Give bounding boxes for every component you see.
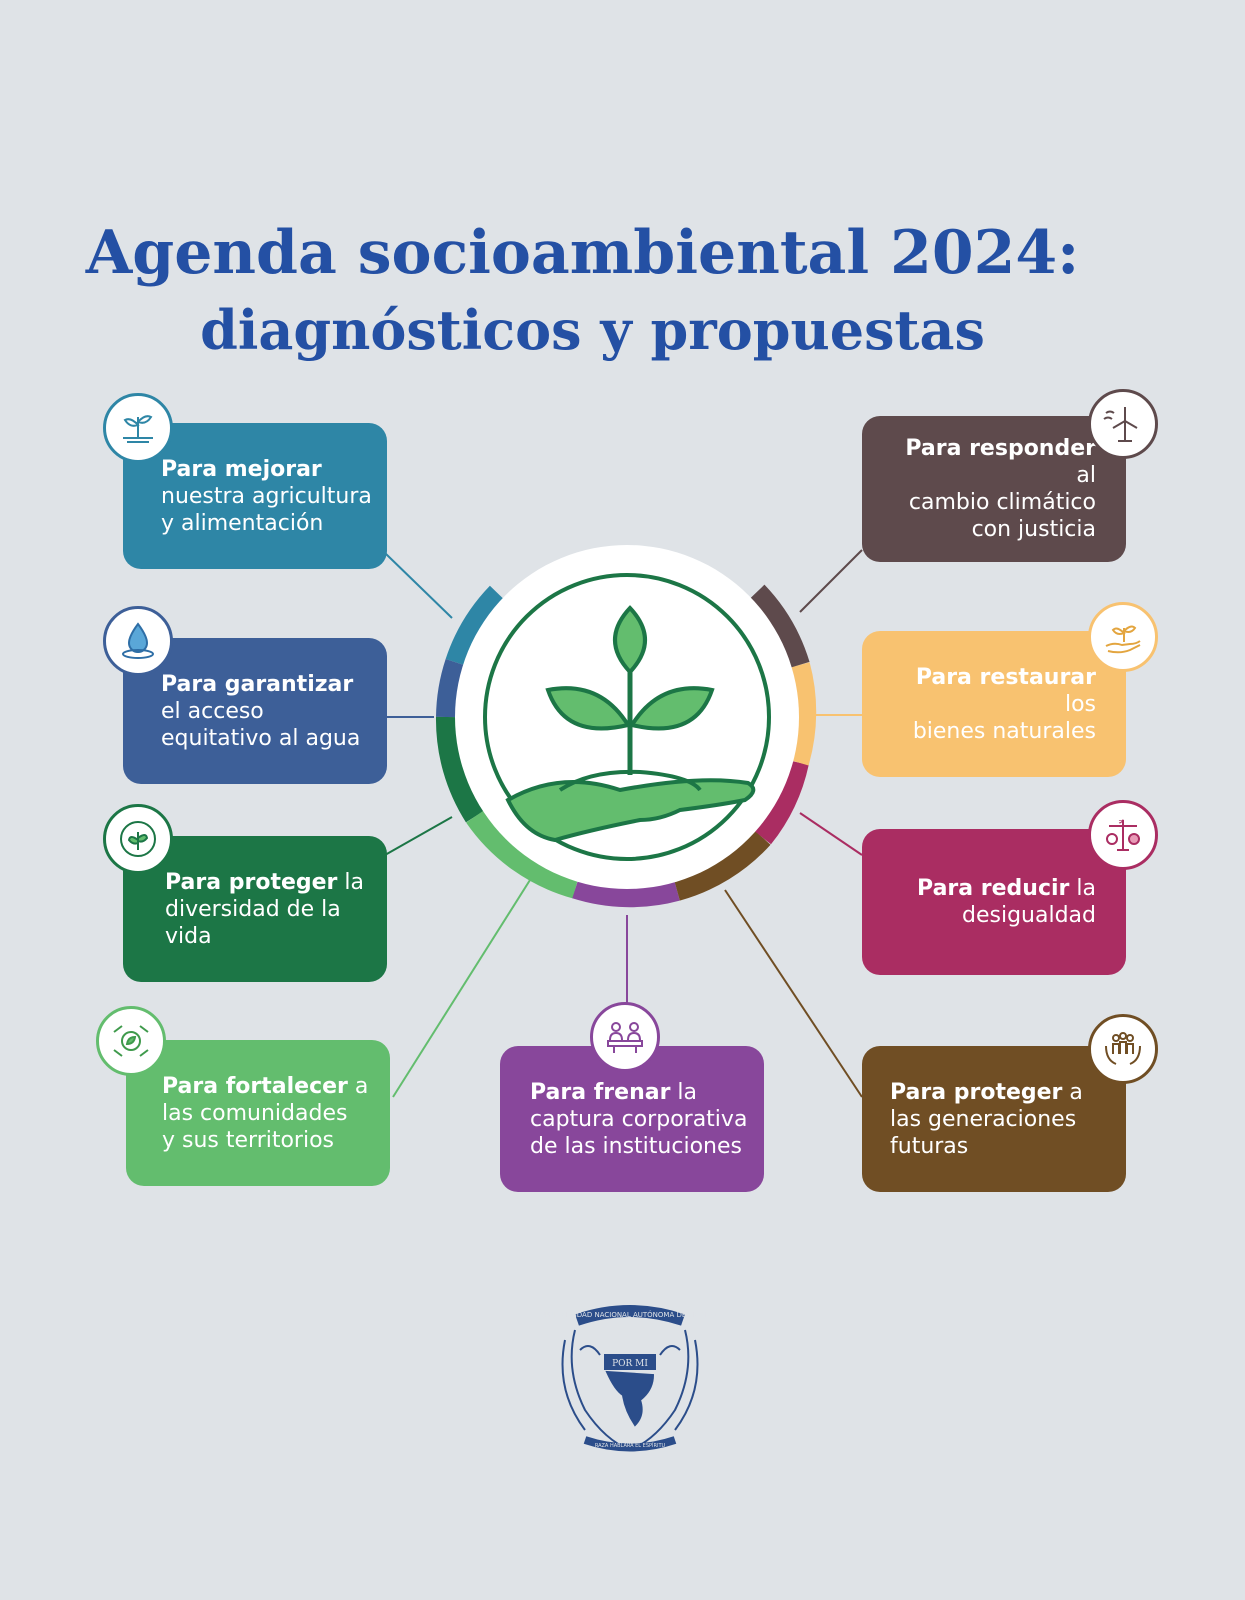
card-inequality-rest: la: [1069, 876, 1096, 901]
card-biodiversity-bold: Para proteger: [165, 869, 338, 895]
card-water-line2: equitativo al agua: [161, 725, 361, 751]
card-biodiversity-rest: la: [337, 869, 364, 895]
card-generations-line1: las generaciones: [890, 1106, 1077, 1132]
meeting-table-icon: [590, 1002, 660, 1072]
card-institutions-line2: de las instituciones: [530, 1133, 742, 1159]
card-restoration-bold: Para restaurar: [915, 664, 1096, 690]
card-generations-rest: a: [1062, 1079, 1083, 1105]
card-inequality-line1: desigualdad: [962, 903, 1096, 928]
hand-sprout-icon: [1088, 602, 1158, 672]
family-hands-icon: [1088, 1014, 1158, 1084]
seal-motto-bottom: RAZA HABLARÁ EL ESPÍRITU: [594, 1443, 666, 1449]
card-generations-bold: Para proteger: [890, 1079, 1063, 1105]
card-agriculture-bold: Para mejorar: [161, 456, 322, 482]
seal-ring-text: UNIVERSIDAD NACIONAL AUTÓNOMA DE MÉXICO: [543, 1311, 717, 1319]
card-communities-rest: a: [347, 1073, 369, 1099]
card-climate-bold: Para responder: [905, 436, 1096, 461]
card-institutions-line1: captura corporativa: [530, 1106, 748, 1132]
card-climate-line1: cambio climático: [908, 490, 1096, 515]
card-biodiversity-line2: vida: [165, 923, 212, 949]
card-restoration-rest: los: [1064, 691, 1096, 717]
card-generations: [862, 1046, 1126, 1192]
card-communities-line2: y sus territorios: [162, 1127, 335, 1153]
balance-scale-icon: [1088, 800, 1158, 870]
card-generations-line2: futuras: [890, 1133, 969, 1159]
title-line-1: Agenda socioambiental 2024:: [85, 218, 1080, 288]
sprouting-plant-icon: [103, 393, 173, 463]
card-agriculture-line1: nuestra agricultura: [161, 483, 372, 509]
card-communities-line1: las comunidades: [162, 1100, 348, 1126]
card-communities: [126, 1040, 390, 1186]
svg-text:≠: ≠: [1118, 817, 1125, 826]
card-climate-rest: al: [1076, 463, 1096, 488]
joined-hands-leaf-icon: [96, 1006, 166, 1076]
card-restoration-line1: bienes naturales: [912, 718, 1096, 744]
card-restoration: [862, 631, 1126, 777]
university-seal: [543, 1300, 717, 1460]
card-inequality: [862, 829, 1126, 975]
card-inequality-bold: Para reducir: [917, 876, 1070, 901]
seal-motto-top: POR MI: [612, 1359, 648, 1369]
title-line-2: diagnósticos y propuestas: [200, 298, 985, 362]
card-communities-bold: Para fortalecer: [162, 1073, 348, 1099]
card-water-bold: Para garantizar: [161, 671, 354, 697]
card-climate-line2: con justicia: [971, 517, 1096, 542]
card-biodiversity-line1: diversidad de la: [165, 896, 341, 922]
card-water-line1: el acceso: [161, 698, 264, 724]
card-institutions-bold: Para frenar: [530, 1079, 671, 1105]
card-institutions-rest: la: [670, 1079, 698, 1105]
tree-leaves-icon: [103, 804, 173, 874]
water-drop-icon: [103, 606, 173, 676]
card-agriculture-line2: y alimentación: [161, 510, 324, 536]
hub-white-disc: [455, 545, 799, 889]
wind-turbine-icon: [1088, 389, 1158, 459]
card-climate: [862, 416, 1126, 562]
